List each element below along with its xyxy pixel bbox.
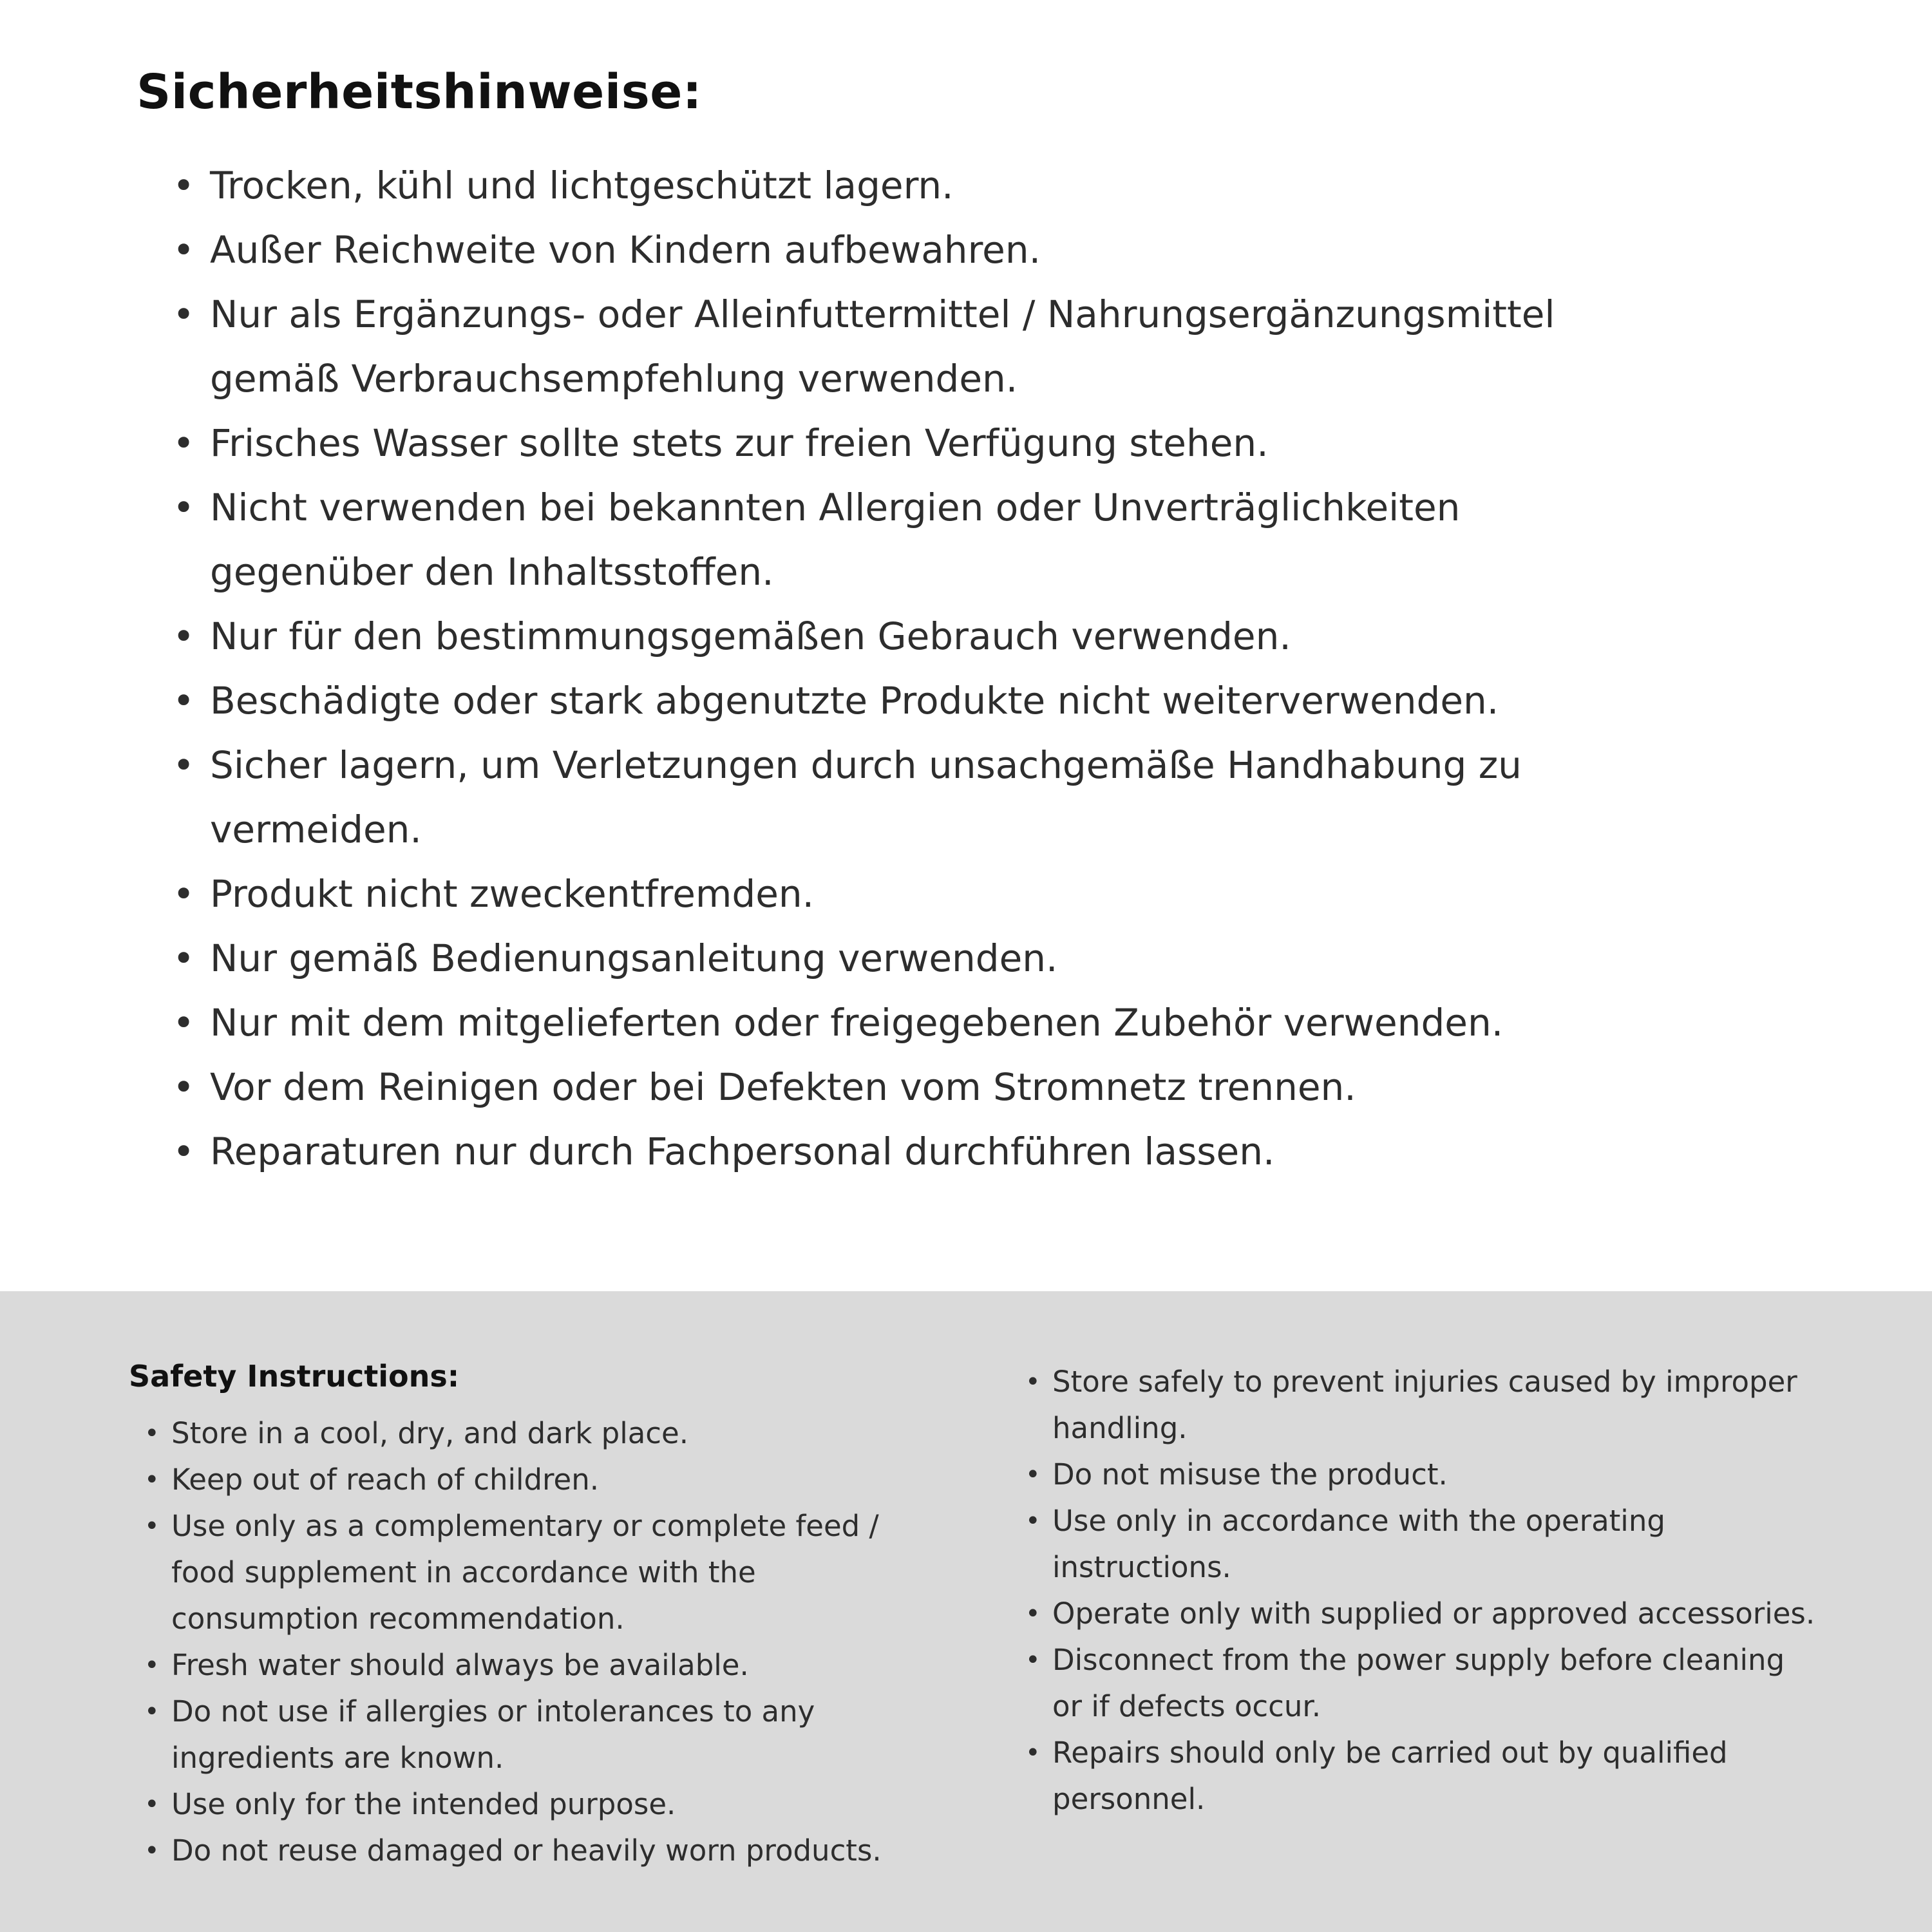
english-safety-section	[0, 1291, 1932, 1932]
german-safety-list	[137, 153, 1618, 1184]
list-item: • Sicher lagern, um Verletzungen durch unsachgemäße Handhabung zu vermeiden.	[173, 733, 1618, 862]
list-item: • Fresh water should always be available.	[143, 1642, 908, 1689]
list-item: • Vor dem Reinigen oder bei Defekten vom Stromnetz trennen.	[173, 1055, 1618, 1119]
list-item: • Store in a cool, dry, and dark place.	[143, 1410, 908, 1457]
list-item: • Keep out of reach of children.	[143, 1457, 908, 1503]
list-item: • Frisches Wasser sollte stets zur freien Verfügung stehen.	[173, 411, 1618, 475]
list-item: • Produkt nicht zweckentfremden.	[173, 862, 1618, 926]
list-item: • Operate only with supplied or approved accessories.	[1024, 1591, 1823, 1637]
list-item: • Do not use if allergies or intolerances to any ingredients are known.	[143, 1689, 908, 1781]
list-item: • Nur für den bestimmungsgemäßen Gebrauch verwenden.	[173, 604, 1618, 668]
list-item: • Use only in accordance with the operating instructions.	[1024, 1498, 1823, 1591]
english-right-list	[1024, 1359, 1823, 1823]
english-section-title: Safety Instructions:	[129, 1359, 460, 1394]
list-item: • Reparaturen nur durch Fachpersonal durchführen lassen.	[173, 1119, 1618, 1184]
list-item: • Do not misuse the product.	[1024, 1452, 1823, 1498]
list-item: • Nur gemäß Bedienungsanleitung verwenden.	[173, 926, 1618, 990]
list-item: • Disconnect from the power supply before cleaning or if defects occur.	[1024, 1637, 1823, 1730]
list-item: • Außer Reichweite von Kindern aufbewahren.	[173, 218, 1618, 282]
list-item: • Use only for the intended purpose.	[143, 1781, 908, 1828]
list-item: • Do not reuse damaged or heavily worn products.	[143, 1828, 908, 1874]
list-item: • Repairs should only be carried out by qualified personnel.	[1024, 1730, 1823, 1823]
list-item: • Use only as a complementary or complete feed / food supplement in accordance with the consumption recommendation.	[143, 1503, 908, 1642]
german-section-title: Sicherheitshinweise:	[137, 64, 703, 120]
list-item: • Nur mit dem mitgelieferten oder freigegebenen Zubehör verwenden.	[173, 990, 1618, 1055]
english-left-column	[129, 1359, 1024, 1874]
list-item: • Trocken, kühl und lichtgeschützt lagern.	[173, 153, 1618, 218]
english-left-list	[129, 1410, 908, 1874]
list-item: • Beschädigte oder stark abgenutzte Produkte nicht weiterverwenden.	[173, 668, 1618, 733]
list-item: • Nicht verwenden bei bekannten Allergien oder Unverträglichkeiten gegenüber den Inhaltsstoffen.	[173, 475, 1618, 604]
list-item: • Nur als Ergänzungs- oder Alleinfuttermittel / Nahrungsergänzungsmittel gemäß Verbrauchsempfehlung verwenden.	[173, 282, 1618, 411]
english-right-column	[1024, 1359, 1829, 1823]
list-item: • Store safely to prevent injuries caused by improper handling.	[1024, 1359, 1823, 1452]
